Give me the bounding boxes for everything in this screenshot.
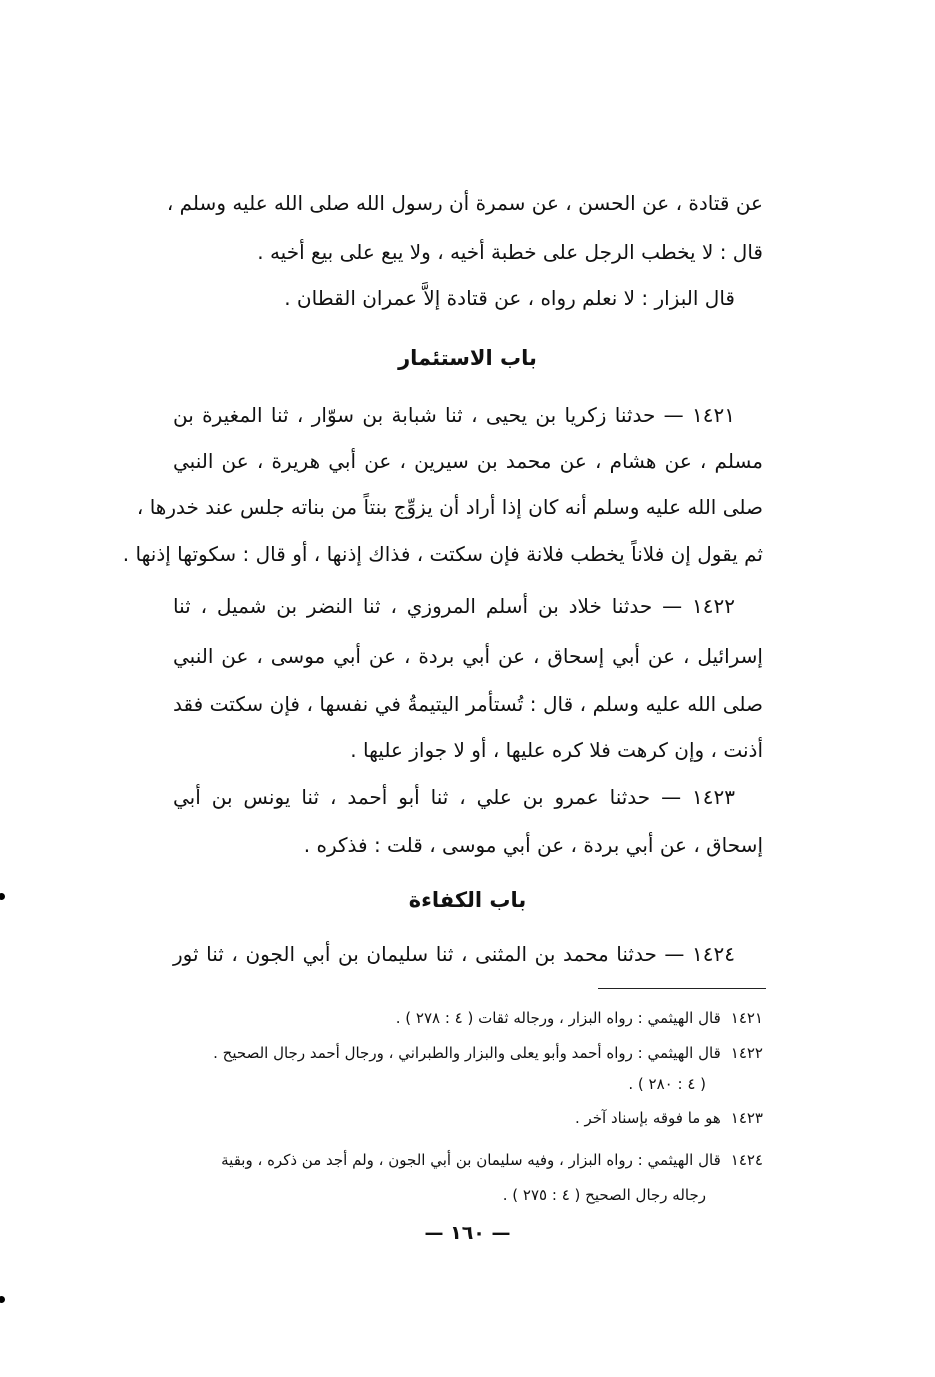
text-line: عن قتادة ، عن الحسن ، عن سمرة أن رسول الله صلى الله عليه وسلم ، <box>166 191 763 215</box>
hadith-1423-line: ١٤٢٣ — حدثنا عمرو بن علي ، ثنا أبو أحمد ، ثنا يونس بن أبي <box>173 785 735 809</box>
footnote-separator <box>598 988 766 989</box>
hadith-1421-line: ١٤٢١ — حدثنا زكريا بن يحيى ، ثنا شبابة بن سوّار ، ثنا المغيرة بن <box>173 403 735 427</box>
hadith-1422-line: إسرائيل ، عن أبي إسحاق ، عن أبي بردة ، عن أبي موسى ، عن النبي <box>173 644 763 668</box>
footnote-text: هو ما فوقه بإسناد آخر . <box>574 1109 721 1127</box>
hadith-1422-line: صلى الله عليه وسلم ، قال : تُستأمر اليتيمةُ في نفسها ، فإن سكتت فقد <box>173 692 763 716</box>
footnote-1424 <box>221 1149 763 1171</box>
text-line: قال البزار : لا نعلم رواه ، عن قتادة إلاَّ عمران القطان . <box>284 286 735 310</box>
hadith-1423-line: إسحاق ، عن أبي بردة ، عن أبي موسى ، قلت : فذكره . <box>303 833 763 857</box>
scan-mark <box>0 1296 5 1303</box>
section-heading: باب الاستئمار <box>398 346 537 370</box>
footnote-text: قال الهيثمي : رواه البزار ، ورجاله ثقات ( ٤ : ٢٧٨ ) . <box>395 1009 721 1027</box>
footnote-number: ١٤٢٣ <box>730 1109 763 1127</box>
footnote-number: ١٤٢٤ <box>730 1151 763 1169</box>
page-number: — ١٦٠ — <box>424 1222 511 1244</box>
hadith-1421-line: صلى الله عليه وسلم أنه كان إذا أراد أن يزوِّج بنتاً من بناته جلس عند خدرها ، <box>136 495 763 519</box>
footnote-number: ١٤٢١ <box>730 1009 763 1027</box>
footnote-1423 <box>575 1107 763 1129</box>
footnote-1422-continued: ( ٤ : ٢٨٠ ) . <box>628 1075 706 1093</box>
footnote-1424-continued: رجاله رجال الصحيح ( ٤ : ٢٧٥ ) . <box>502 1186 706 1204</box>
footnote-text: قال الهيثمي : رواه أحمد وأبو يعلى والبزار والطبراني ، ورجال أحمد رجال الصحيح . <box>213 1044 721 1062</box>
footnote-1422 <box>213 1042 763 1064</box>
footnote-text: قال الهيثمي : رواه البزار ، وفيه سليمان بن أبي الجون ، ولم أجد من ذكره ، وبقية <box>221 1151 721 1169</box>
footnote-number: ١٤٢٢ <box>730 1044 763 1062</box>
hadith-1422-line: ١٤٢٢ — حدثنا خلاد بن أسلم المروزي ، ثنا النضر بن شميل ، ثنا <box>173 594 735 618</box>
hadith-1421-line: ثم يقول إن فلاناً يخطب فلانة فإن سكتت ، فذاك إذنها ، أو قال : سكوتها إذنها . <box>122 542 763 566</box>
footnote-1421 <box>396 1007 763 1029</box>
text-line: قال : لا يخطب الرجل على خطبة أخيه ، ولا يبع على بيع أخيه . <box>257 240 763 264</box>
section-heading: باب الكفاءة <box>408 888 527 912</box>
hadith-1422-line: أذنت ، وإن كرهت فلا كره عليها ، أو لا جواز عليها . <box>350 738 763 762</box>
hadith-1424-line: ١٤٢٤ — حدثنا محمد بن المثنى ، ثنا سليمان بن أبي الجون ، ثنا ثور <box>173 942 735 966</box>
hadith-1421-line: مسلم ، عن هشام ، عن محمد بن سيرين ، عن أبي هريرة ، عن النبي <box>173 449 763 473</box>
